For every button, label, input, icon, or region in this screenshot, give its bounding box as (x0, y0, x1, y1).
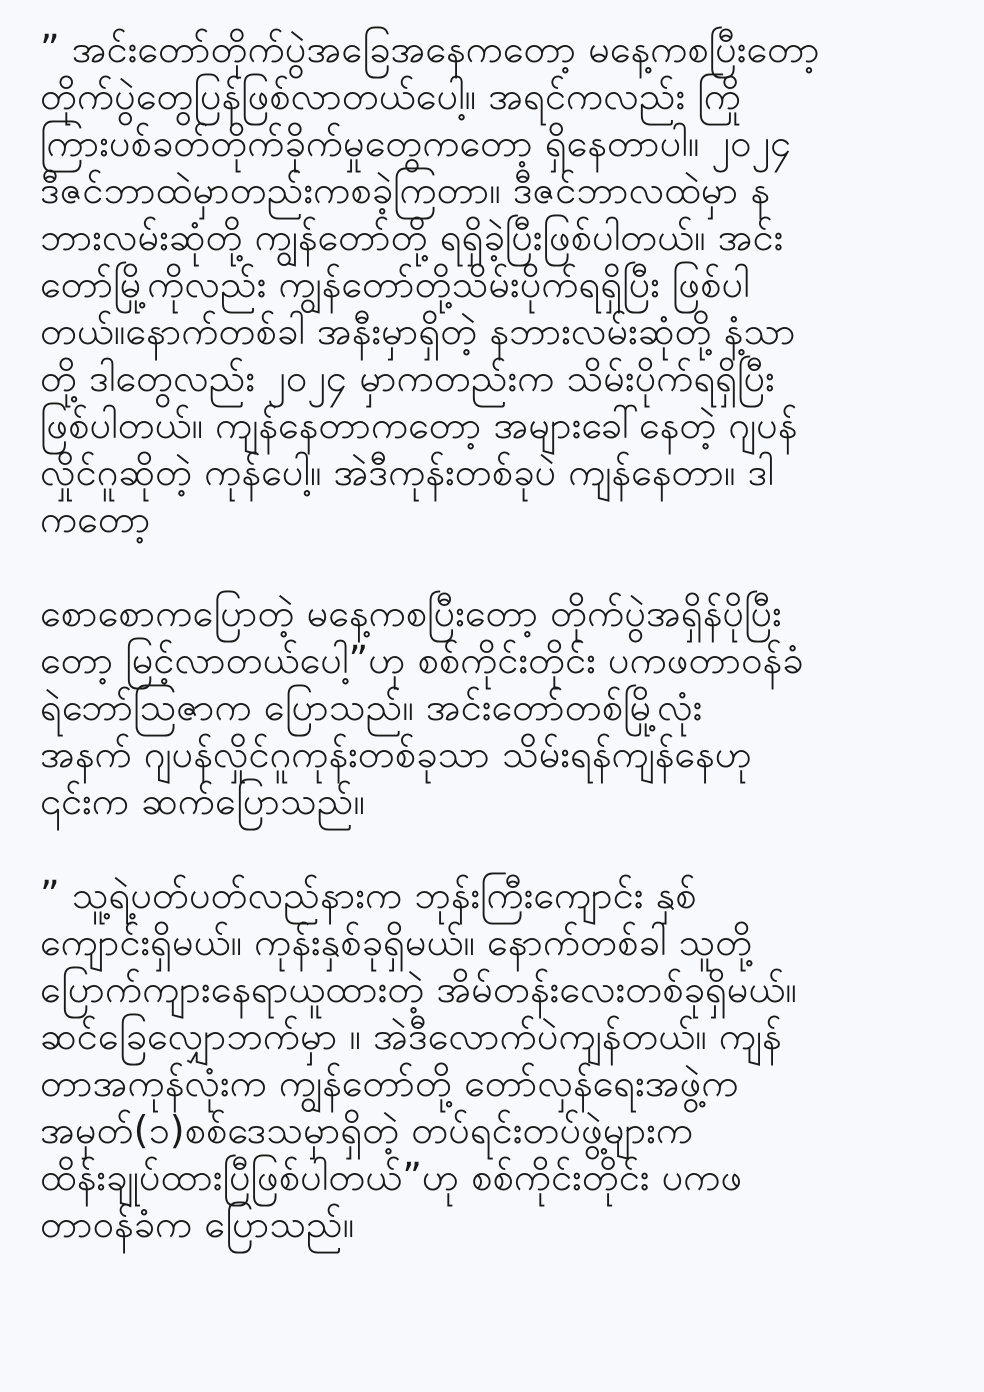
paragraph-2: စောစောကပြောတဲ့ မနေ့ကစပြီးတော့ တိုက်ပွဲအရှိန်ပိုပြီး တော့ မြင့်လာတယ်ပေါ့”ဟု စစ်ကိုင်းတိုင်း ပကဖတာဝန်ခံ ရဲဘော်သြဇာက ပြောသည်။ အင်းတော်တစ်မြို့လုံး အနက် ဂျပန်လှိုင်ဂူကုန်းတစ်ခုသာ သိမ်းရန်ကျန်နေဟု ၎င်းက ဆက်ပြောသည်။ (40, 591, 804, 823)
paragraph-1: ” အင်းတော်တိုက်ပွဲအခြေအနေကတော့ မနေ့ကစပြီးတော့ တိုက်ပွဲတွေပြန်ဖြစ်လာတယ်ပေါ့။ အရင်ကလည်း ကြို ကြားပစ်ခတ်တိုက်ခိုက်မှုတွေကတော့ ရှိနေတာပါ။ ၂၀၂၄ ဒီဇင်ဘာထဲမှာတည်းကစခဲ့ကြတာ။ ဒီဇင်ဘာလထဲမှာ န ဘားလမ်းဆုံတို့ ကျွန်တော်တို့ ရရှိခဲ့ပြီးဖြစ်ပါတယ်။ အင်း တော်မြို့ကိုလည်း ကျွန်တော်တို့သိမ်းပိုက်ရရှိပြီး ဖြစ်ပါ တယ်။နောက်တစ်ခါ အနီးမှာရှိတဲ့ နဘားလမ်းဆုံတို့ နံ့သာ တို့ ဒါတွေလည်း ၂၀၂၄ မှာကတည်းက သိမ်းပိုက်ရရှိပြီး ဖြစ်ပါတယ်။ ကျန်နေတာကတော့ အများခေါ်နေတဲ့ ဂျပန် လှိုင်ဂူဆိုတဲ့ ကုန်ပေါ့။ အဲဒီကုန်းတစ်ခုပဲ ကျန်နေတာ။ ဒါ ကတော့ (40, 27, 820, 541)
paragraph-3: ” သူ့ရဲ့ပတ်ပတ်လည်နားက ဘုန်းကြီးကျောင်း နှစ် ကျောင်းရှိမယ်။ ကုန်းနှစ်ခုရှိမယ်။ နောက်တစ်ခါ သူတို့ ပြောက်ကျားနေရာယူထားတဲ့ အိမ်တန်းလေးတစ်ခုရှိမယ်။ ဆင်ခြေလျှောဘက်မှာ ။ အဲဒီလောက်ပဲကျန်တယ်။ ကျန် တာအကုန်လုံးက ကျွန်တော်တို့ တော်လှန်ရေးအဖွဲ့က အမှတ်(၁)စစ်ဒေသမှာရှိတဲ့ တပ်ရင်းတပ်ဖွဲ့များက ထိန်းချုပ်ထားပြီဖြစ်ပါတယ်”ဟု စစ်ကိုင်းတိုင်း ပကဖ တာဝန်ခံက ပြောသည်။ (40, 873, 797, 1246)
